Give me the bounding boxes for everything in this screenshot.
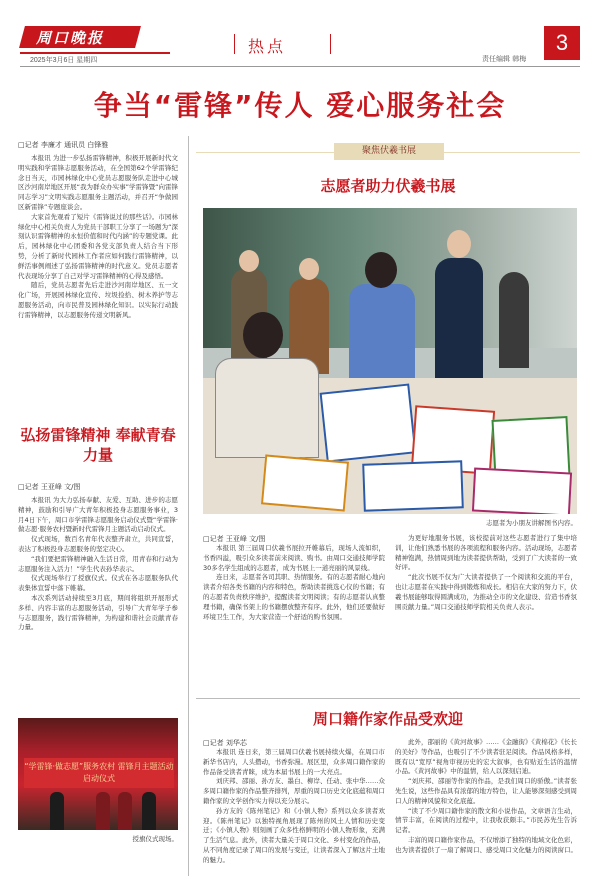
right-paragraph: 刘庆邦、邵丽、孙方友、墨白、柳岸、任动、张中华……众多周口籍作家的作品整齐排列，厚重的周口历史文化底蕴和周口籍作家的文学创作实力得以充分展示。 — [203, 777, 385, 805]
section-title: 热点 — [248, 37, 287, 56]
right-byline: □记者 王亚峰 文/图 — [203, 535, 266, 543]
right-paragraph: “此次书展不仅为广大读者提供了一个阅读和交流的平台，也让志愿者在实践中得到锻炼和成长。相信在大家的努力下，伏羲书展能够取得圆满成功，为推动全市的文化建设、营造书香氛围贡献力量。”周口交通技师学院相关负责人表示。 — [395, 573, 577, 611]
newspaper-logo: 周口晚报 — [36, 29, 105, 47]
page-number: 3 — [544, 26, 580, 60]
photo-figure-head — [447, 230, 471, 258]
volunteer-head — [365, 252, 397, 288]
right-paragraph: 为更好地服务书展，该校提前对这些志愿者进行了集中培训，让他们熟悉书展的各项流程和服务内容。活动现场，志愿者精神饱满，热情周到地为读者提供帮助，受到了广大读者的一致好评。 — [395, 534, 577, 572]
right-byline-2: □记者 刘华芯 — [203, 739, 247, 747]
right-subhead-2: 周口籍作家作品受欢迎 — [312, 710, 463, 728]
left-byline: □记者 李廉才 通讯员 白锋雅 — [18, 141, 109, 149]
photo-figure — [50, 792, 64, 830]
masthead — [0, 0, 600, 70]
article-separator — [196, 698, 580, 699]
right-paragraph: 孙方友的《陈州笔记》和《小镇人物》系列以众多读者欢迎。《陈州笔记》以独特视角展现了陈州的风土人情和历史变迁；《小镇人物》则刻画了众多性格鲜明的小镇人物形象，充满了生活气息。此外，读者大量关于周口文化、乡村变化的作品，从不同角度记录了周口的发展与变迁，让读者深入了解这片土地的魅力。 — [203, 806, 385, 864]
ceremony-photo — [18, 718, 178, 830]
header-rule — [20, 66, 580, 67]
photo-figure — [435, 258, 483, 388]
issue-date: 2025年3月6日 星期四 — [30, 57, 98, 64]
photo-figure — [118, 792, 132, 830]
left-subhead: 弘扬雷锋精神 奉献青春力量 — [20, 426, 176, 464]
photo-figure-head — [239, 250, 259, 272]
right-article2-col2 — [395, 738, 577, 856]
child-head — [243, 312, 283, 358]
book-poster — [362, 460, 464, 511]
column-divider — [188, 136, 189, 876]
right-article2-col1 — [203, 748, 385, 866]
topic-tag: 聚焦伏羲书展 — [334, 143, 444, 160]
photo-figure — [96, 792, 110, 830]
right-paragraph: 本报讯 连日来，第三届周口伏羲书展持续火爆，在周口市新华书店内，人头攒动，书香弥漫。展区里，众多周口籍作家的作品备受读者青睐，成为本届书展上的一大亮点。 — [203, 748, 385, 776]
photo-figure — [499, 272, 529, 368]
left-paragraph: 仪式现场，数百名青年代表整齐肃立，共同宣誓，表达了积极投身志愿服务的坚定决心。 — [18, 535, 178, 553]
right-paragraph: 连日来，志愿者各司其职、热情服务。有的志愿者耐心地向读者介绍各类书籍的内容和特色，帮助读者挑选心仪的书籍；有的志愿者负责秩序维护，提醒读者文明阅读；有的志愿者认真整理书籍，确保书架上的书籍摆放整齐有序。此外，他们还要做好环境卫生工作，为大家营造一个舒适的购书氛围。 — [203, 573, 385, 621]
left-photo-caption: 授旗仪式现场。 — [132, 835, 178, 843]
book-poster — [261, 454, 349, 511]
logo-underline — [20, 52, 170, 54]
editor-credit: 责任编辑 韩梅 — [482, 55, 527, 63]
right-article-col2 — [395, 534, 577, 612]
left-paragraph: 随后，党员志愿者先后走进沙河南岸地区、五一文化广场，开展园林绿化宣传、垃圾捡拾、树木养护等志愿服务活动，向市民普及园林绿化知识。以实际行动践行雷锋精神，以志愿服务传递文明新风。 — [18, 281, 178, 319]
left-paragraph: 仪式现场举行了授旗仪式。仪式在各志愿服务队代表集体宣誓中落下帷幕。 — [18, 574, 178, 593]
book-poster — [472, 467, 572, 514]
right-article-col1 — [203, 544, 385, 622]
left-article-2 — [18, 482, 178, 633]
section-divider-left — [234, 34, 235, 54]
main-photo-caption: 志愿者为小朋友讲解图书内容。 — [486, 519, 577, 527]
left-paragraph: 本次系列活动持续至3月底，期间将组织开展形式多样、内容丰富的志愿服务活动，引导广大青年学子参与志愿服务，践行雷锋精神，为构建和谐社会贡献青春力量。 — [18, 593, 178, 632]
right-paragraph: “读了不少周口籍作家的散文和小说作品，文章语言生动，情节丰富，在阅读的过程中，让我收获颇丰。”市民苏先生告诉记者。 — [395, 806, 577, 835]
left-paragraph: 本报讯 为大力弘扬奉献、友爱、互助、进步的志愿精神，鼓励和引导广大青年积极投身志愿服务事业，3月4日下午，周口市学雷锋志愿服务启动仪式暨“学雷锋·做志愿·服务农村暨新时代雷锋月主题活动启动仪式。 — [18, 496, 178, 534]
right-subhead: 志愿者助力伏羲书展 — [320, 177, 456, 195]
child-figure — [215, 358, 319, 458]
section-divider-right — [330, 34, 331, 54]
right-paragraph: 丰富的周口籍作家作品，不仅增添了独特的地域文化色彩，也为读者提供了一扇了解周口、感受周口文化魅力的阅读窗口。 — [395, 835, 577, 854]
right-paragraph: “刘庆邦、邵丽等作家的作品，是我们周口的骄傲。”读者张先生说，这些作品具有浓郁的地方特色，让人能够深刻感受到周口人的精神风貌和文化底蕴。 — [395, 777, 577, 805]
left-paragraph: 本报讯 为进一步弘扬雷锋精神，积极开展新时代文明实践和学雷锋志愿服务活动，在全国第62个学雷锋纪念日当天，市园林绿化中心党员志愿服务队走进中心城区沙河南岸地区开展“我为群众办实事”学雷锋暨“向雷锋同志学习”文明实践志愿服务主题活动，并召开“争做园区新雷锋”专题座谈会。 — [18, 154, 178, 211]
page-headline: 争当“雷锋”传人 爱心服务社会 — [93, 89, 507, 122]
left-byline-2: □记者 王亚峰 文/图 — [18, 483, 81, 491]
left-article — [18, 140, 178, 321]
left-paragraph: 大家首先观看了短片《雷锋说过的那些话》。市园林绿化中心相关负责人为党员干部职工分享了一场题为“深刻认识雷锋精神的永恒价值和时代内涵”的专题党课。此后，园林绿化中心团委和各党支部负责人结合当下形势，分析了新时代园林工作者应如何践行雷锋精神，以鲜活事例阐述了弘扬雷锋精神的时代意义。党员志愿者代表现场分享了自己对学习雷锋精神的心得及感悟。 — [18, 212, 178, 280]
right-paragraph: 本报讯 第三届周口伏羲书展拉开帷幕后，现场人流如织，书香四溢，吸引众多读者前来阅读、购书。由周口交通技师学院30多名学生组成的志愿者，成为书展上一道亮丽的风景线。 — [203, 544, 385, 572]
left-paragraph: “我们要把雷锋精神融入生活日常，用青春和行动为志愿服务注入活力！”学生代表孙华表示。 — [18, 554, 178, 573]
photo-banner-text: “学雷锋·做志愿”服务农村 雷锋月主题活动启动仪式 — [24, 758, 174, 788]
photo-figure-head — [299, 258, 319, 280]
photo-figure — [142, 792, 156, 830]
book-fair-photo — [203, 208, 577, 514]
book-poster — [320, 383, 417, 462]
right-paragraph: 此外，邵丽的《黄河故事》……《金融街》《黄棉花》《长长的美好》等作品，也吸引了不少读者驻足阅读。作品风格多样，既有以“宽厚”视角审视历史的宏大叙事，也有贴近生活的温情小品。《黄河故事》中的温情，给人以深刻启迪。 — [395, 738, 577, 776]
